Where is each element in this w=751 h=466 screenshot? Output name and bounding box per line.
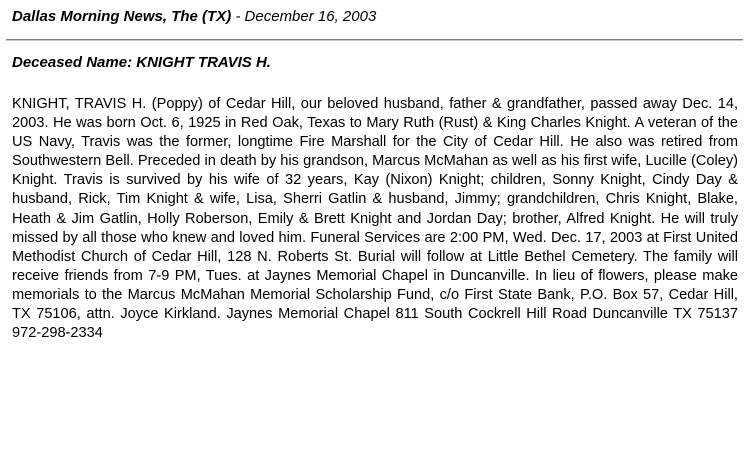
publication-name: Dallas Morning News, The (TX) <box>12 8 232 25</box>
header-divider <box>6 39 743 41</box>
deceased-label: Deceased Name: <box>12 54 133 71</box>
obituary-text: KNIGHT, TRAVIS H. (Poppy) of Cedar Hill, our beloved husband, father & grandfather, passed away Dec. 14, 2003. He was born Oct. 6, 1925 in Red Oak, Texas to Mary Ruth (Rust) & King Charles Knight. A veteran of the US Navy, Travis was the former, longtime Fire Marshall for the City of Cedar Hill. He also was retired from Southwestern Bell. Preceded in death by his grandson, Marcus McMahan as well as his first wife, Lucille (Coley) Knight. Travis is survived by his wife of 32 years, Kay (Nixon) Knight; children, Sonny Knight, Cindy Day & husband, Rick, Tim Knight & wife, Lisa, Sherri Gatlin & husband, Jimmy; grandchildren, Chris Knight, Blake, Heath & Jim Gatlin, Holly Roberson, Emily & Brett Knight and Jordan Day; brother, Alfred Knight. He will truly missed by all those who knew and loved him. Funeral Services are 2:00 PM, Wed. Dec. 17, 2003 at First United Methodist Church of Cedar Hill, 128 N. Roberts St. Burial will follow at Little Bethel Cemetery. The family will receive friends from 7-9 PM, Tues. at Jaynes Memorial Chapel in Duncanville. In lieu of flowers, please make memorials to the Marcus McMahan Memorial Scholarship Fund, c/o First State Bank, P.O. Box 57, Cedar Hill, TX 75106, attn. Joyce Kirkland. Jaynes Memorial Chapel 811 South Cockrell Hill Road Duncanville TX 75137 972-298-2334 <box>12 96 738 342</box>
deceased-name-line <box>12 54 271 71</box>
deceased-name: KNIGHT TRAVIS H. <box>136 54 271 71</box>
header-separator: - <box>231 8 245 25</box>
publication-date: December 16, 2003 <box>244 8 377 25</box>
article-header <box>12 8 376 25</box>
